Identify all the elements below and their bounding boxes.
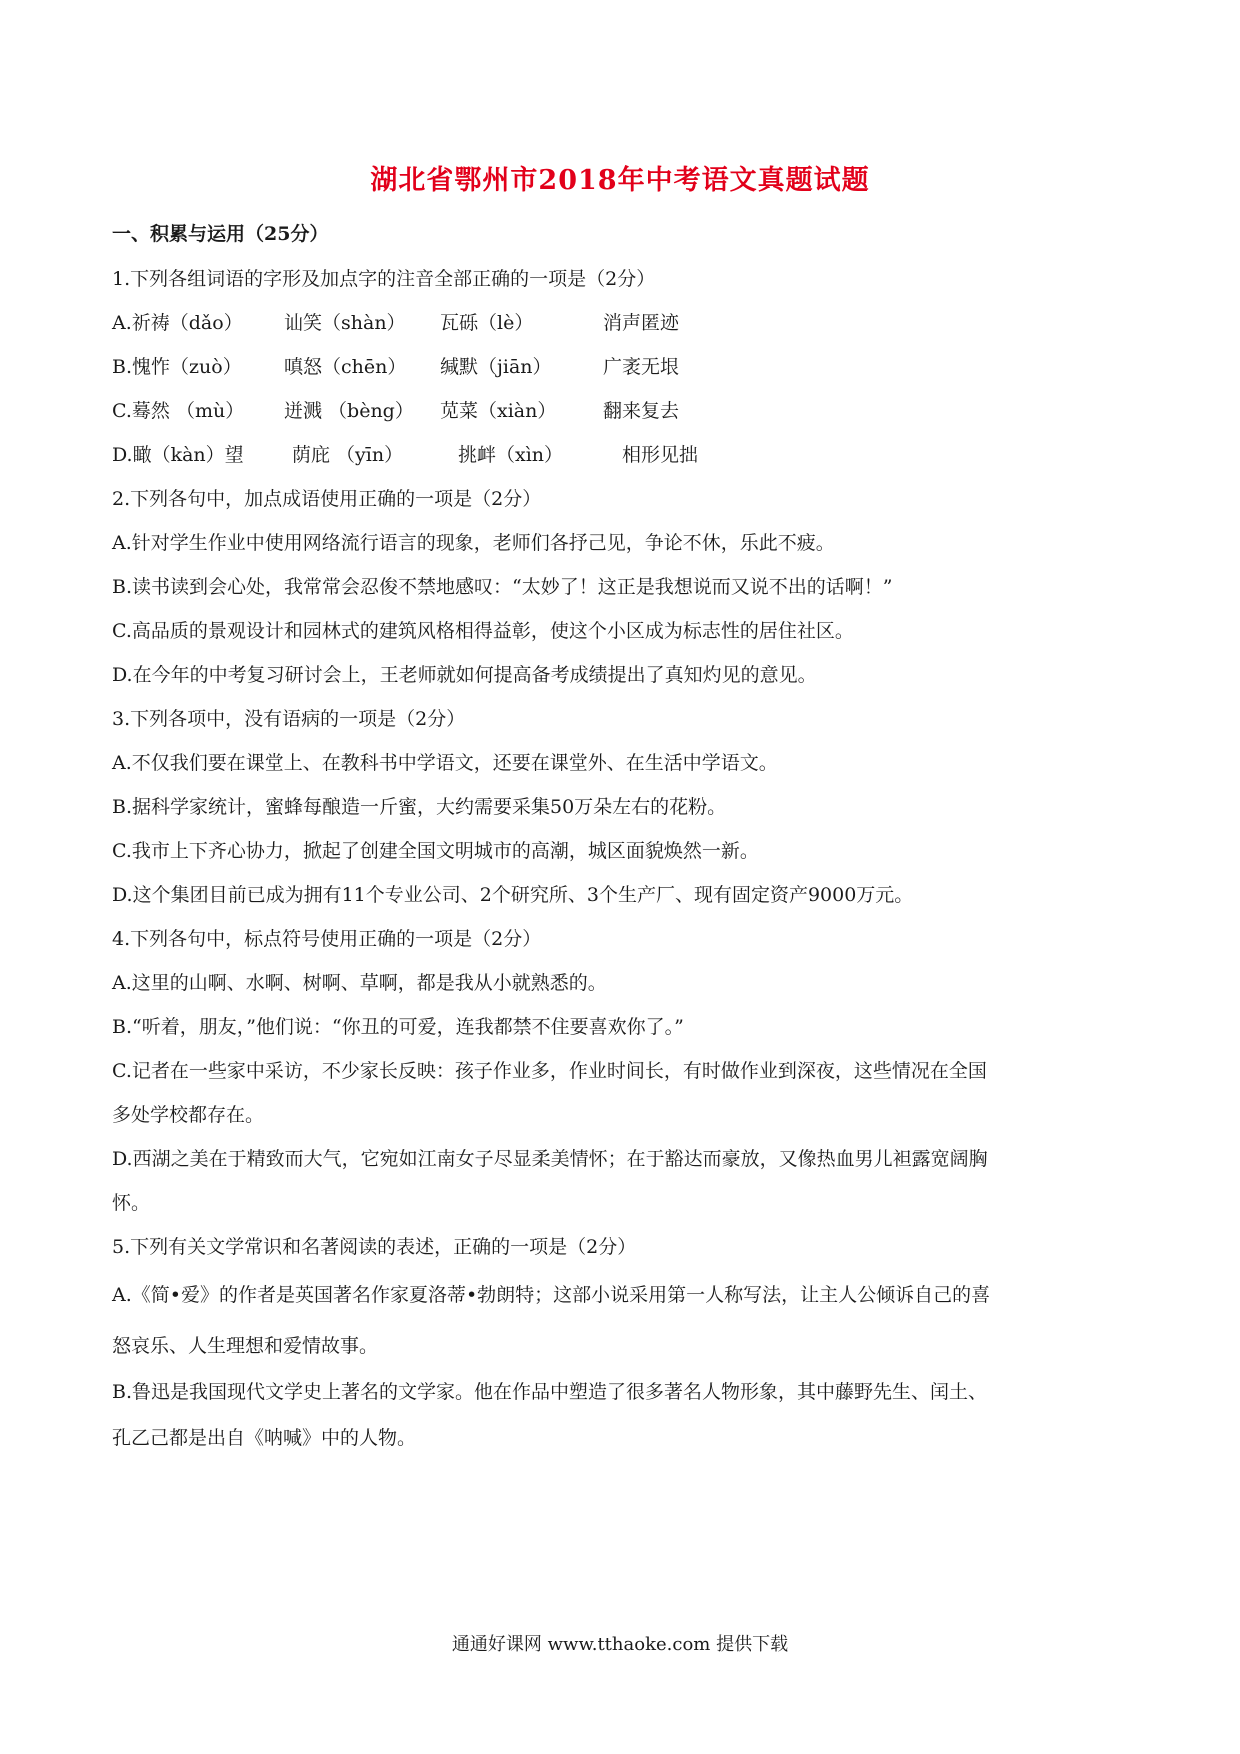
option-text: 相形见拙: [622, 444, 699, 466]
option-text: A.祈祷（dǎo）: [112, 312, 243, 334]
question-1-option-d: [112, 443, 698, 467]
option-text: 迸溅 （bèng）: [284, 400, 414, 422]
question-3-option-a: A.不仅我们要在课堂上、在教科书中学语文，还要在课堂外、在生活中学语文。: [112, 752, 778, 774]
question-5-option-b-line1: B.鲁迅是我国现代文学史上著名的文学家。他在作品中塑造了很多著名人物形象，其中藤野先生、闰土、: [112, 1381, 988, 1403]
question-3-option-c: C.我市上下齐心协力，掀起了创建全国文明城市的高潮，城区面貌焕然一新。: [112, 840, 759, 862]
question-5-option-a-line1: A.《简•爱》的作者是英国著名作家夏洛蒂•勃朗特；这部小说采用第一人称写法，让主人公倾诉自己的喜: [112, 1284, 991, 1306]
option-text: 翻来复去: [603, 400, 680, 422]
option-text: 广袤无垠: [603, 356, 680, 378]
option-text: C.蓦然 （mù）: [112, 400, 245, 422]
option-text: D.瞰（kàn）望: [112, 444, 244, 466]
question-4-option-b: B.“听着，朋友，”他们说：“你丑的可爱，连我都禁不住要喜欢你了。”: [112, 1016, 684, 1038]
option-text: 瓦砾（lè）: [440, 312, 534, 334]
question-3-stem: 3.下列各项中，没有语病的一项是（2分）: [112, 708, 466, 730]
question-2-stem: 2.下列各句中，加点成语使用正确的一项是（2分）: [112, 488, 542, 510]
question-1-option-a: [112, 311, 679, 335]
question-5-option-b-line2: 孔乙己都是出自《呐喊》中的人物。: [112, 1427, 417, 1449]
question-3-option-d: D.这个集团目前已成为拥有11个专业公司、2个研究所、3个生产厂、现有固定资产9000万元。: [112, 884, 914, 906]
option-text: B.愧怍（zuò）: [112, 356, 242, 378]
question-1-stem: 1.下列各组词语的字形及加点字的注音全部正确的一项是（2分）: [112, 268, 656, 290]
option-text: 缄默（jiān）: [440, 356, 552, 378]
option-text: 苋菜（xiàn）: [440, 400, 557, 422]
page-footer: 通通好课网 www.tthaoke.com 提供下载: [451, 1634, 789, 1655]
question-4-option-d-line1: D.西湖之美在于精致而大气，它宛如江南女子尽显柔美情怀；在于豁达而豪放，又像热血男儿袒露宽阔胸: [112, 1148, 988, 1170]
question-4-stem: 4.下列各句中，标点符号使用正确的一项是（2分）: [112, 928, 542, 950]
question-2-option-b: B.读书读到会心处，我常常会忍俊不禁地感叹：“太妙了！这正是我想说而又说不出的话啊！”: [112, 576, 893, 598]
question-1-option-c: [112, 399, 679, 423]
option-text: 荫庇 （yīn）: [292, 444, 404, 466]
option-text: 挑衅（xìn）: [458, 444, 564, 466]
question-5-stem: 5.下列有关文学常识和名著阅读的表述，正确的一项是（2分）: [112, 1236, 637, 1258]
question-2-option-c: C.高品质的景观设计和园林式的建筑风格相得益彰，使这个小区成为标志性的居住社区。: [112, 620, 854, 642]
question-4-option-c-line1: C.记者在一些家中采访，不少家长反映：孩子作业多，作业时间长，有时做作业到深夜，这些情况在全国: [112, 1060, 987, 1082]
question-2-option-d: D.在今年的中考复习研讨会上，王老师就如何提高备考成绩提出了真知灼见的意见。: [112, 664, 817, 686]
option-text: 嗔怒（chēn）: [284, 356, 407, 378]
question-4-option-c-line2: 多处学校都存在。: [112, 1104, 265, 1126]
section-heading: 一、积累与运用（25分）: [112, 223, 329, 245]
page-title: 湖北省鄂州市2018年中考语文真题试题: [370, 165, 870, 196]
question-4-option-d-line2: 怀。: [112, 1192, 151, 1214]
option-text: 讪笑（shàn）: [284, 312, 406, 334]
question-5-option-a-line2: 怒哀乐、人生理想和爱情故事。: [112, 1335, 379, 1357]
question-2-option-a: A.针对学生作业中使用网络流行语言的现象，老师们各抒己见，争论不休，乐此不疲。: [112, 532, 835, 554]
question-1-option-b: [112, 355, 679, 379]
question-3-option-b: B.据科学家统计，蜜蜂每酿造一斤蜜，大约需要采集50万朵左右的花粉。: [112, 796, 727, 818]
option-text: 消声匿迹: [603, 312, 680, 334]
question-4-option-a: A.这里的山啊、水啊、树啊、草啊，都是我从小就熟悉的。: [112, 972, 607, 994]
